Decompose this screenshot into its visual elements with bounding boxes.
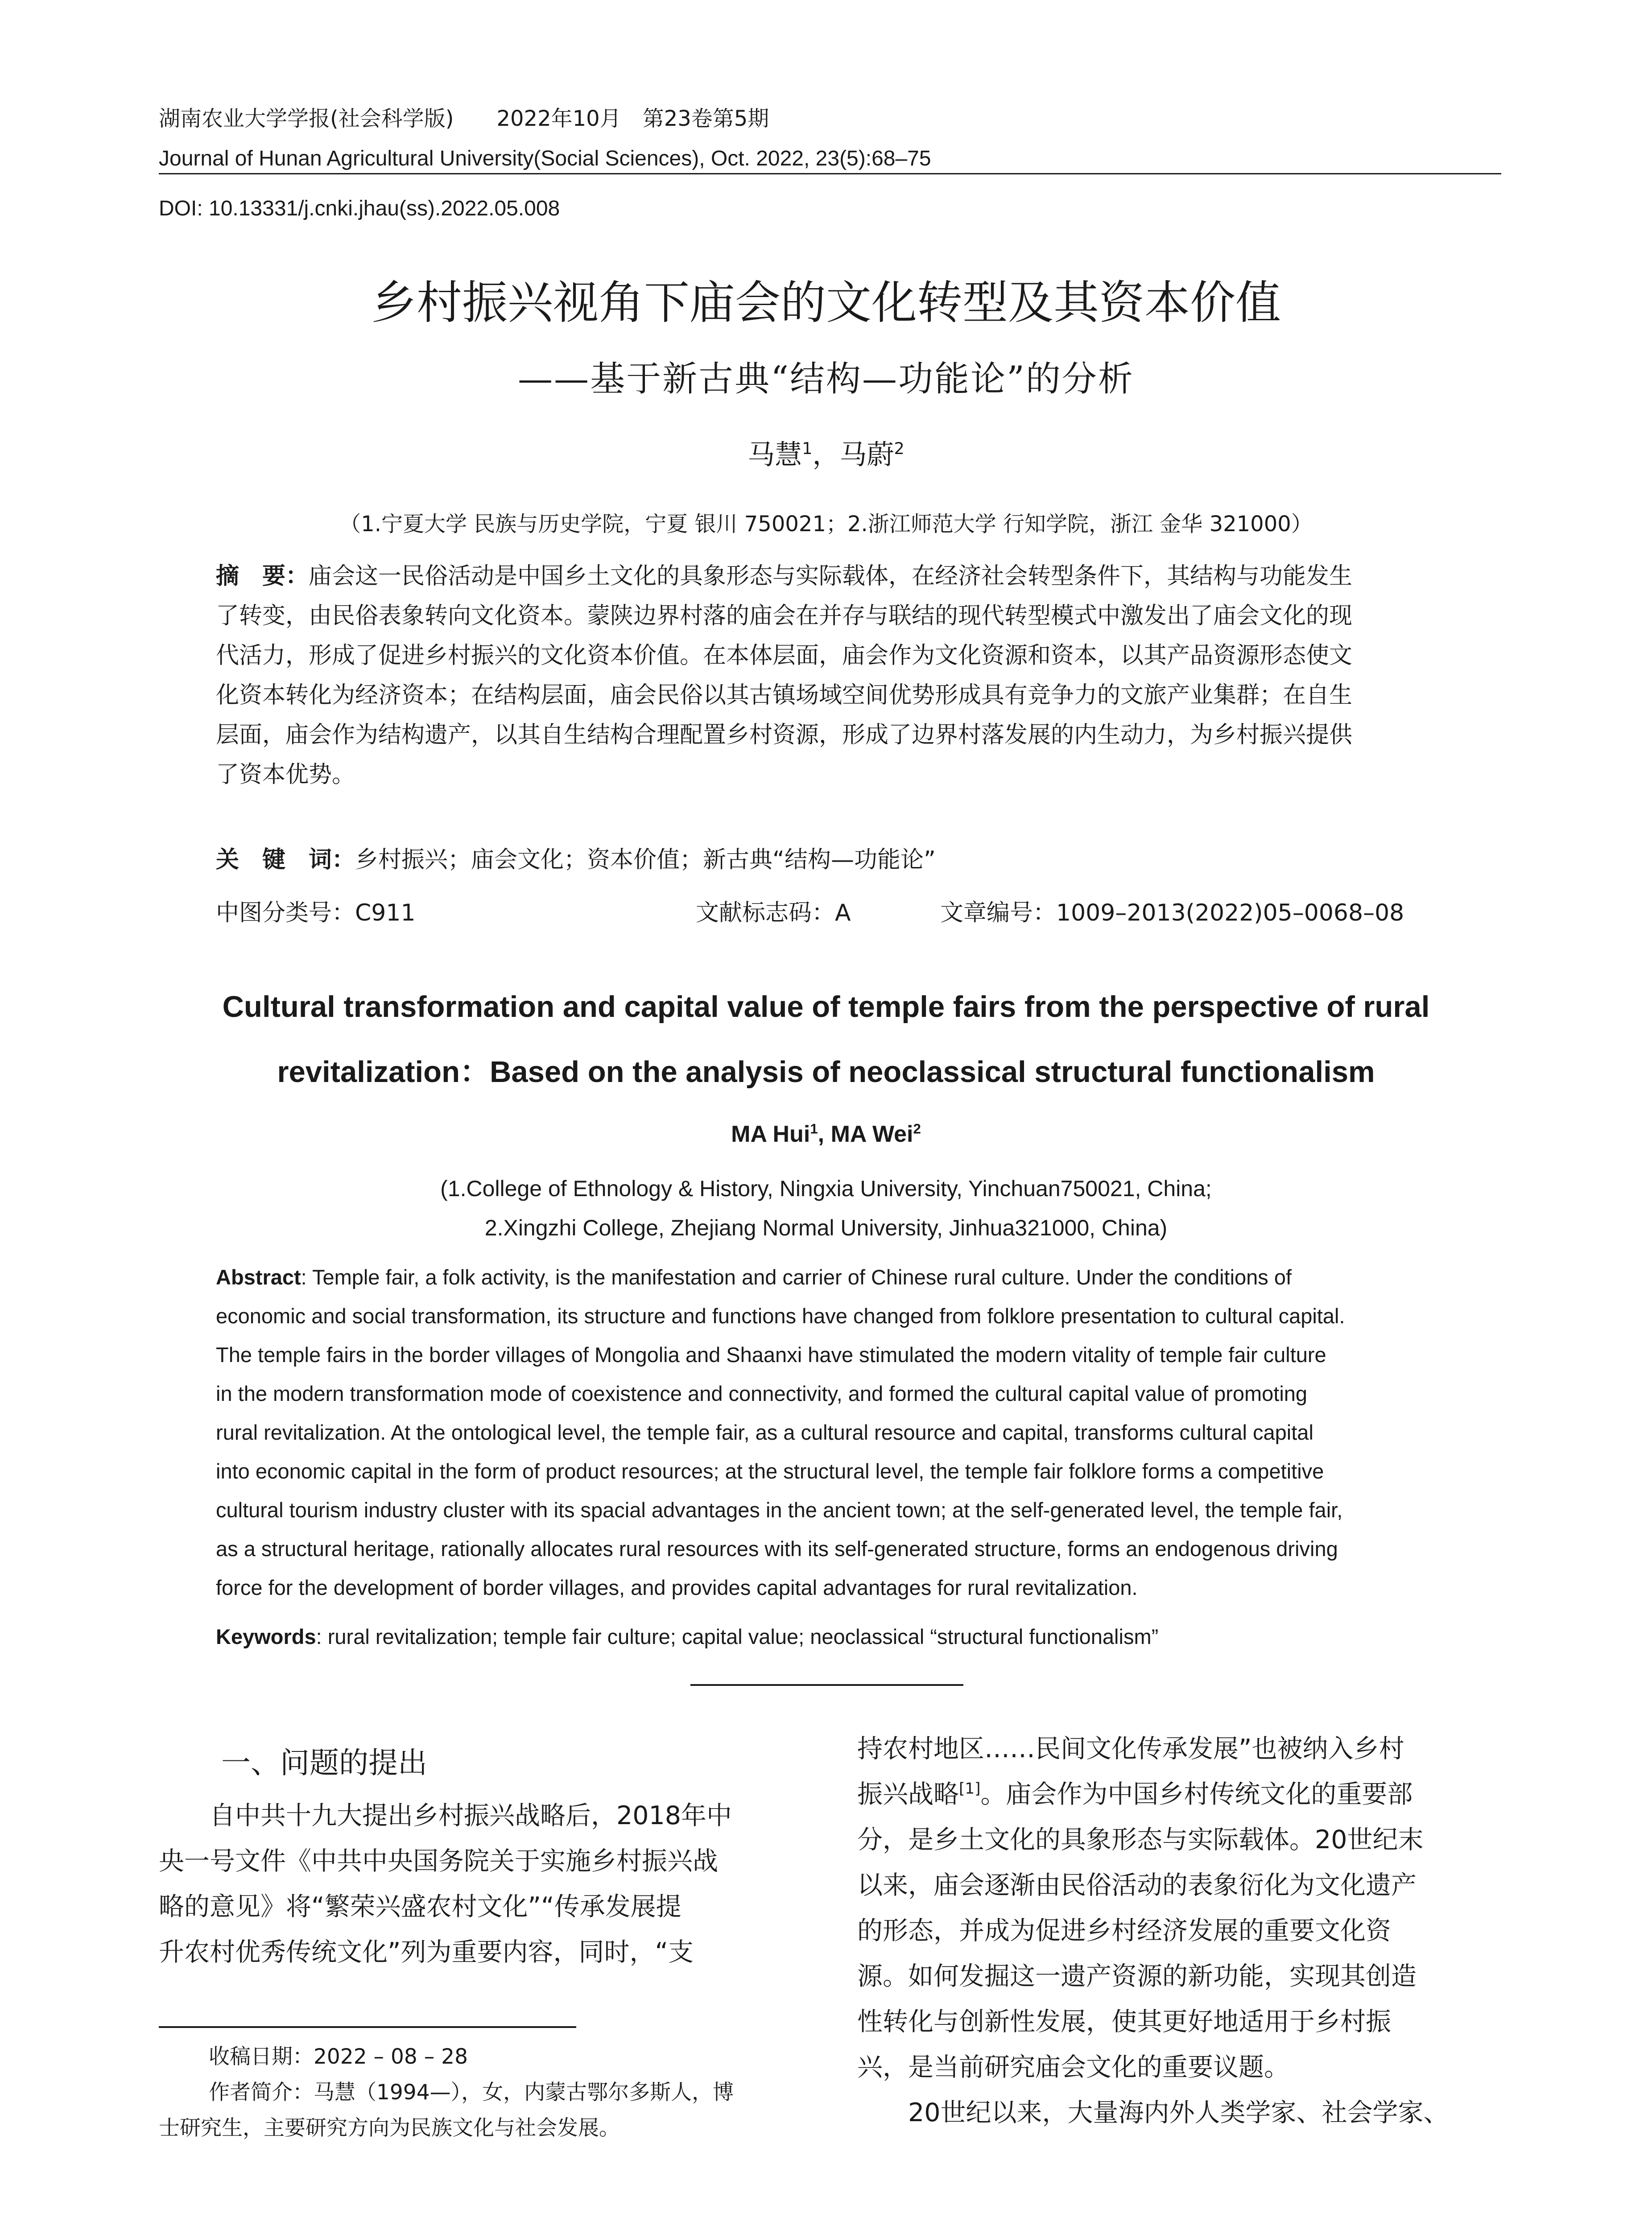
abstract-cn-line: 了资本优势。 xyxy=(216,761,355,788)
subtitle-cn: ——基于新古典“结构—功能论”的分析 xyxy=(518,359,1134,399)
keywords-cn-text: 乡村振兴；庙会文化；资本价值；新古典“结构—功能论” xyxy=(355,847,936,873)
body-line xyxy=(857,1772,1499,1817)
body-line: 源。如何发掘这一遗产资源的新功能，实现其创造 xyxy=(857,1962,1417,1991)
abstract-cn-line: 代活力，形成了促进乡村振兴的文化资本价值。在本体层面，庙会作为文化资源和资本，以其产品资源形态使文 xyxy=(216,642,1353,669)
journal-header-cn: 湖南农业大学学报(社会科学版) 2022年10月 第23卷第5期 xyxy=(159,106,769,131)
abstract-en-line: : Temple fair, a folk activity, is the manifestation and carrier of Chinese rural culture. Under the conditions of xyxy=(301,1265,1292,1289)
left-column-body xyxy=(159,1793,801,1975)
body-line: 升农村优秀传统文化”列为重要内容，同时，“支 xyxy=(159,1937,694,1967)
affiliation-en-line-2: 2.Xingzhi College, Zhejiang Normal University, Jinhua321000, China) xyxy=(484,1215,1168,1240)
author-1-en: MA Hui xyxy=(731,1121,810,1147)
affiliation-cn: （1.宁夏大学 民族与历史学院，宁夏 银川 750021；2.浙江师范大学 行知学院，浙江 金华 321000） xyxy=(339,512,1313,537)
author-1-cn: 马慧 xyxy=(748,439,802,471)
body-line: 的形态，并成为促进乡村经济发展的重要文化资 xyxy=(857,1916,1391,1945)
keywords-en-text: : rural revitalization; temple fair culture; capital value; neoclassical “structural functionalism” xyxy=(316,1625,1159,1648)
author-bio-line-2: 士研究生，主要研究方向为民族文化与社会发展。 xyxy=(159,2116,620,2140)
abstract-en-line: force for the development of border villages, and provides capital advantages for rural revitalization. xyxy=(216,1576,1138,1599)
clc-number: 中图分类号：C911 xyxy=(216,900,416,926)
authors-cn xyxy=(0,437,1652,473)
abstract-cn-line: 了转变，由民俗表象转向文化资本。蒙陕边界村落的庙会在并存与联结的现代转型模式中激发出了庙会文化的现 xyxy=(216,603,1353,629)
abstract-en-line: rural revitalization. At the ontological level, the temple fair, as a cultural resource and capital, transforms cultural capital xyxy=(216,1421,1313,1444)
body-line: 分，是乡土文化的具象形态与实际载体。20世纪末 xyxy=(857,1825,1424,1854)
document-code: 文献标志码：A xyxy=(696,900,851,926)
abstract-en-line: into economic capital in the form of product resources; at the structural level, the temple fair folklore forms a competitive xyxy=(216,1459,1324,1483)
abstract-cn-line: 化资本转化为经济资本；在结构层面，庙会民俗以其古镇场域空间优势形成具有竞争力的文旅产业集群；在自生 xyxy=(216,682,1353,709)
abstract-en-line: as a structural heritage, rationally allocates rural resources with its self-generated structure, forms an endogenous driving xyxy=(216,1537,1338,1561)
footnote-rule xyxy=(159,2026,576,2028)
header-rule xyxy=(159,173,1501,174)
doi-line: DOI: 10.13331/j.cnki.jhau(ss).2022.05.008 xyxy=(159,197,560,220)
author-en-separator: , xyxy=(818,1121,831,1147)
section-divider xyxy=(690,1684,963,1686)
abstract-cn xyxy=(216,557,1436,795)
keywords-en xyxy=(216,1619,1158,1655)
authors-en xyxy=(0,1119,1652,1150)
body-line: 兴，是当前研究庙会文化的重要议题。 xyxy=(857,2052,1289,2082)
title-cn: 乡村振兴视角下庙会的文化转型及其资本价值 xyxy=(371,277,1281,330)
keywords-cn-label: 关 键 词： xyxy=(216,847,355,873)
keywords-en-label: Keywords xyxy=(216,1625,316,1648)
body-line: 20世纪以来，大量海内外人类学家、社会学家、 xyxy=(908,2098,1449,2127)
author-1-affil-mark: 1 xyxy=(802,439,813,458)
body-line: 持农村地区……民间文化传承发展”也被纳入乡村 xyxy=(857,1734,1404,1763)
title-en-line-2: revitalization：Based on the analysis of neoclassical structural functionalism xyxy=(277,1055,1375,1089)
body-text: 。庙会作为中国乡村传统文化的重要部 xyxy=(980,1780,1413,1809)
author-separator: ， xyxy=(812,439,840,471)
article-number: 文章编号：1009–2013(2022)05–0068–08 xyxy=(940,900,1404,926)
author-bio-line-1: 作者简介：马慧（1994—），女，内蒙古鄂尔多斯人，博 xyxy=(209,2080,734,2105)
abstract-cn-line: 层面，庙会作为结构遗产，以其自生结构合理配置乡村资源，形成了边界村落发展的内生动力，为乡村振兴提供 xyxy=(216,722,1353,748)
abstract-en-line: in the modern transformation mode of coexistence and connectivity, and formed the cultural capital value of promoting xyxy=(216,1382,1308,1405)
abstract-cn-line: 庙会这一民俗活动是中国乡土文化的具象形态与实际载体，在经济社会转型条件下，其结构与功能发生 xyxy=(309,563,1353,590)
body-line: 略的意见》将“繁荣兴盛农村文化”“传承发展提 xyxy=(159,1892,681,1921)
affiliation-en-line-1: (1.College of Ethnology & History, Ningxia University, Yinchuan750021, China; xyxy=(440,1176,1212,1201)
right-column-body xyxy=(857,1726,1499,2135)
body-line: 性转化与创新性发展，使其更好地适用于乡村振 xyxy=(857,2007,1391,2036)
abstract-en-line: economic and social transformation, its structure and functions have changed from folklore presentation to cultural capital. xyxy=(216,1304,1345,1328)
author-2-en: MA Wei xyxy=(830,1121,913,1147)
body-line: 央一号文件《中共中央国务院关于实施乡村振兴战 xyxy=(159,1846,718,1876)
footnote xyxy=(159,2039,801,2146)
title-en-line-1: Cultural transformation and capital value of temple fairs from the perspective of rural xyxy=(222,990,1430,1024)
received-date: 收稿日期：2022 – 08 – 28 xyxy=(209,2044,468,2069)
author-2-affil-mark: 2 xyxy=(894,439,904,458)
author-2-en-mark: 2 xyxy=(913,1121,921,1137)
abstract-en-line: The temple fairs in the border villages of Mongolia and Shaanxi have stimulated the modern vitality of temple fair culture xyxy=(216,1343,1326,1367)
body-text: 振兴战略 xyxy=(857,1780,959,1809)
author-1-en-mark: 1 xyxy=(810,1121,818,1137)
body-line: 自中共十九大提出乡村振兴战略后，2018年中 xyxy=(210,1801,732,1830)
keywords-cn xyxy=(216,842,936,878)
abstract-en-label: Abstract xyxy=(216,1265,301,1289)
abstract-cn-label: 摘 要： xyxy=(216,563,309,590)
journal-header-en: Journal of Hunan Agricultural University(Social Sciences), Oct. 2022, 23(5):68–75 xyxy=(159,147,931,170)
author-2-cn: 马蔚 xyxy=(839,439,894,471)
body-line: 以来，庙会逐渐由民俗活动的表象衍化为文化遗产 xyxy=(857,1871,1417,1900)
abstract-en-line: cultural tourism industry cluster with its spacial advantages in the ancient town; at the self-generated level, the temple fair, xyxy=(216,1498,1343,1522)
citation-ref[interactable]: [1] xyxy=(959,1780,981,1798)
abstract-en xyxy=(216,1258,1442,1607)
section-1-heading: 一、问题的提出 xyxy=(221,1746,427,1780)
